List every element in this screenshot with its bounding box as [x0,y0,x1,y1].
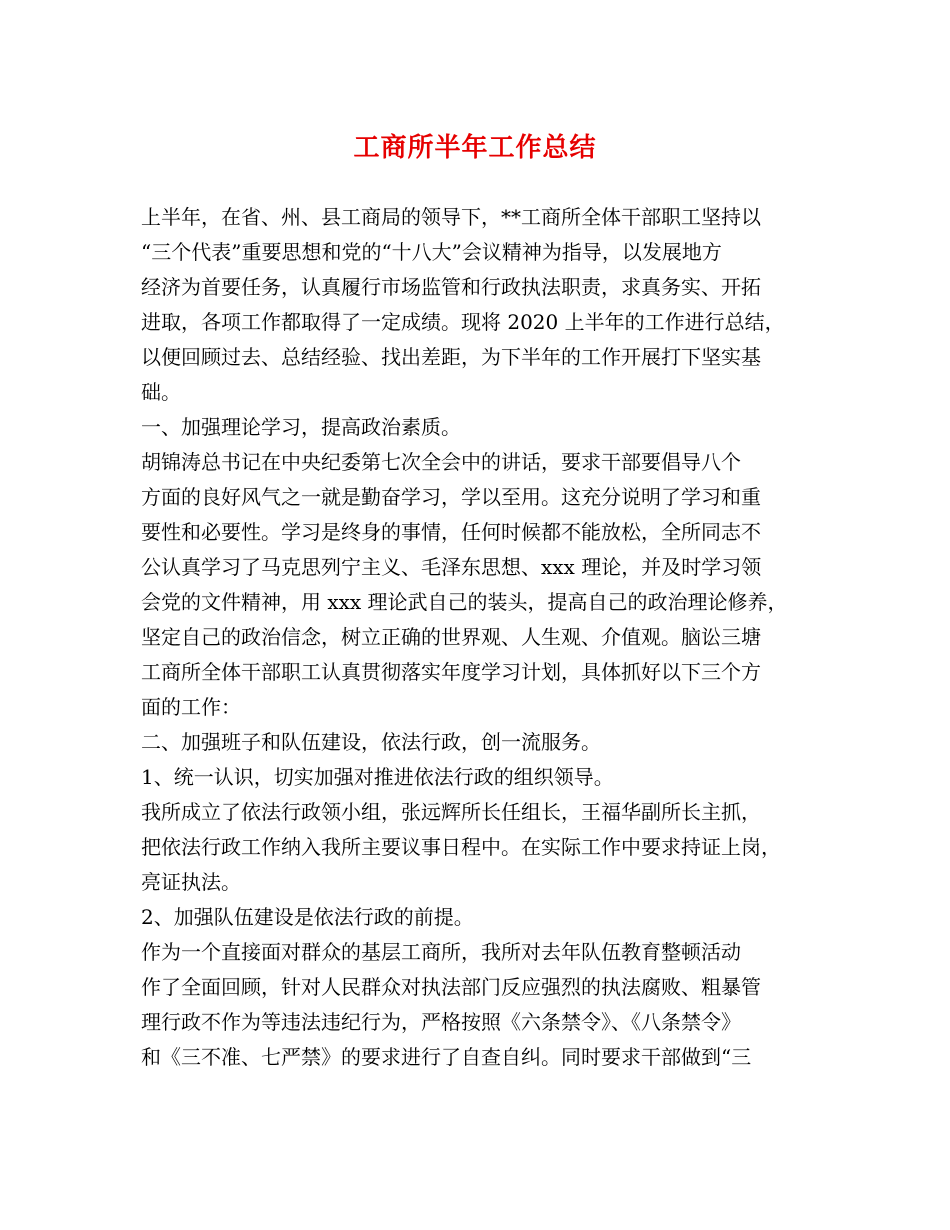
body-line: 上半年，在省、州、县工商局的领导下，**工商所全体干部职工坚持以 [141,205,761,229]
body-line: 公认真学习了马克思列宁主义、毛泽东思想、xxx 理论，并及时学习领 [141,555,762,579]
body-line: 工商所全体干部职工认真贯彻落实年度学习计划，具体抓好以下三个方 [141,660,761,684]
body-line: 要性和必要性。学习是终身的事情，任何时候都不能放松，全所同志不 [141,520,761,544]
body-line: 理行政不作为等违法违纪行为，严格按照《六条禁令》、《八条禁令》 [141,1010,741,1034]
body-line: 亮证执法。 [141,870,241,894]
body-line: 经济为首要任务，认真履行市场监管和行政执法职责，求真务实、开拓 [141,275,761,299]
body-line: 以便回顾过去、总结经验、找出差距，为下半年的工作开展打下坚实基 [141,345,761,369]
body-line: 胡锦涛总书记在中央纪委第七次全会中的讲话，要求干部要倡导八个 [141,450,741,474]
body-line: 把依法行政工作纳入我所主要议事日程中。在实际工作中要求持证上岗， [141,835,781,859]
body-line: “三个代表”重要思想和党的“十八大”会议精神为指导，以发展地方 [141,240,722,264]
document-title: 工商所半年工作总结 [353,133,597,163]
body-line: 方面的良好风气之一就是勤奋学习，学以至用。这充分说明了学习和重 [141,485,761,509]
body-line: 会党的文件精神，用 xxx 理论武自己的装头，提高自己的政治理论修养， [141,590,788,614]
body-line: 面的工作： [141,695,241,719]
subsection-heading: 1、统一认识，切实加强对推进依法行政的组织领导。 [141,765,614,789]
section-heading: 二、加强班子和队伍建设，依法行政，创一流服务。 [141,730,601,754]
body-line: 作了全面回顾，针对人民群众对执法部门反应强烈的执法腐败、粗暴管 [141,975,761,999]
document-body [141,200,821,1075]
body-line: 坚定自己的政治信念，树立正确的世界观、人生观、介值观。脑讼三塘 [141,625,761,649]
body-line: 和《三不准、七严禁》的要求进行了自查自纠。同时要求干部做到“三 [141,1045,752,1069]
body-line: 我所成立了依法行政领小组，张远辉所长任组长，王福华副所长主抓， [141,800,761,824]
subsection-heading: 2、加强队伍建设是依法行政的前提。 [141,905,474,929]
body-line: 础。 [141,380,181,404]
section-heading: 一、加强理论学习，提高政治素质。 [141,415,461,439]
body-line: 进取，各项工作都取得了一定成绩。现将 2020 上半年的工作进行总结， [141,310,785,334]
body-line: 作为一个直接面对群众的基层工商所，我所对去年队伍教育整顿活动 [141,940,741,964]
